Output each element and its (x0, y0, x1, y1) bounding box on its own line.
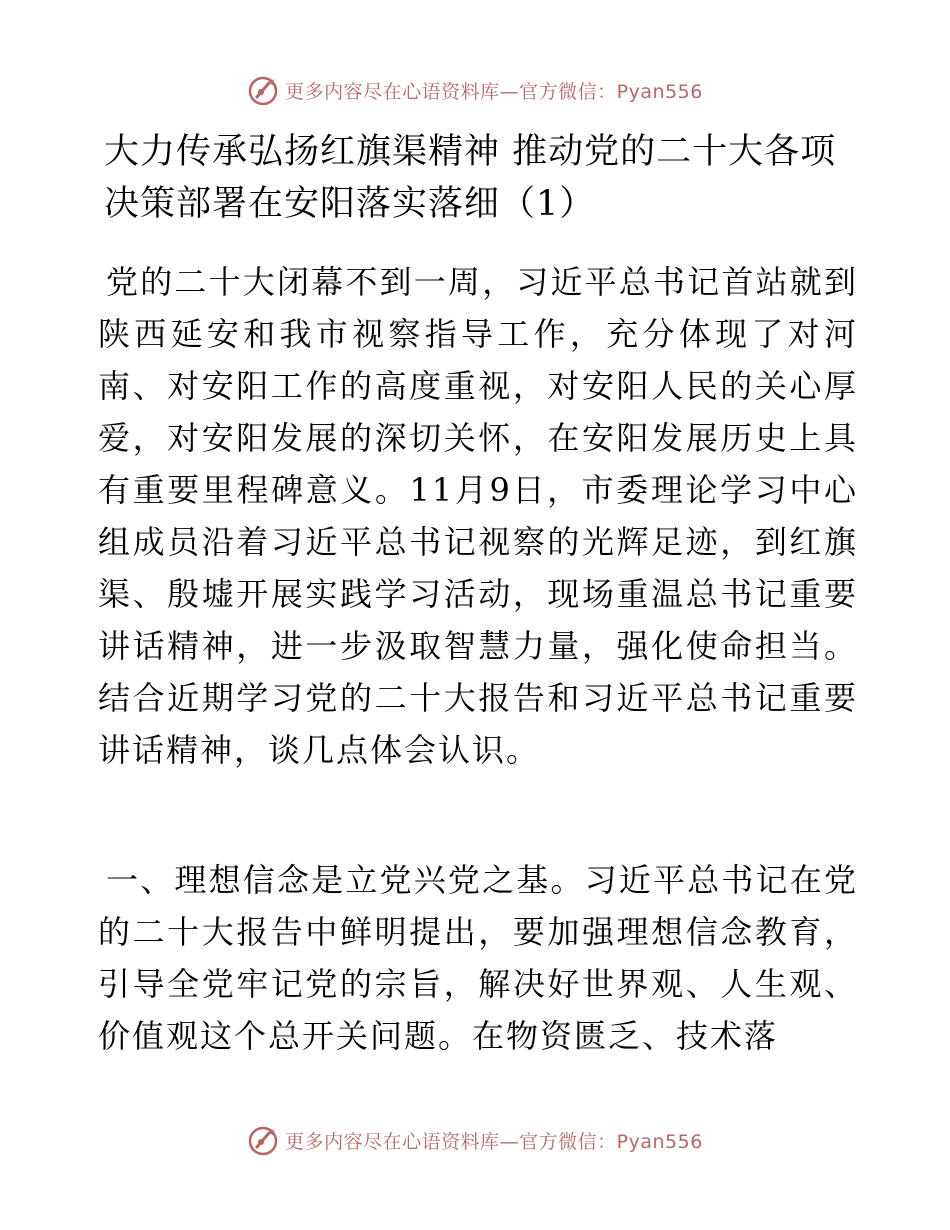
paragraph-text: 党的二十大闭幕不到一周，习近平总书记首站就到陕西延安和我市视察指导工作，充分体现了对河南、对安阳工作的高度重视，对安阳人民的关心厚爱，对安阳发展的深切关怀，在安阳发展历史上具有重要里程碑意义。11月9日，市委理论学习中心组成员沿着习近平总书记视察的光辉足迹，到红旗渠、殷墟开展实践学习活动，现场重温总书记重要讲话精神，进一步汲取智慧力量，强化使命担当。结合近期学习党的二十大报告和习近平总书记重要讲话精神，谈几点体会认识。 (98, 263, 858, 769)
brand-logo-icon (247, 1123, 281, 1157)
watermark-header (0, 70, 950, 110)
watermark-footer (0, 1120, 950, 1160)
paragraph-section-one (98, 854, 858, 1062)
watermark-text: 更多内容尽在心语资料库—官方微信：Pyan556 (285, 80, 703, 103)
paragraph-text: 一、理想信念是立党兴党之基。习近平总书记在党的二十大报告中鲜明提出，要加强理想信念教育，引导全党牢记党的宗旨，解决好世界观、人生观、价值观这个总开关问题。在物资匮乏、技术落 (98, 861, 858, 1055)
paragraph-intro (98, 256, 858, 776)
watermark-handle: Pyan556 (616, 80, 703, 103)
watermark-handle: Pyan556 (616, 1130, 703, 1153)
watermark-text: 更多内容尽在心语资料库—官方微信：Pyan556 (285, 1130, 703, 1153)
document-title: 大力传承弘扬红旗渠精神 推动党的二十大各项决策部署在安阳落实落细（1） (104, 132, 837, 224)
brand-logo-icon (247, 73, 281, 107)
